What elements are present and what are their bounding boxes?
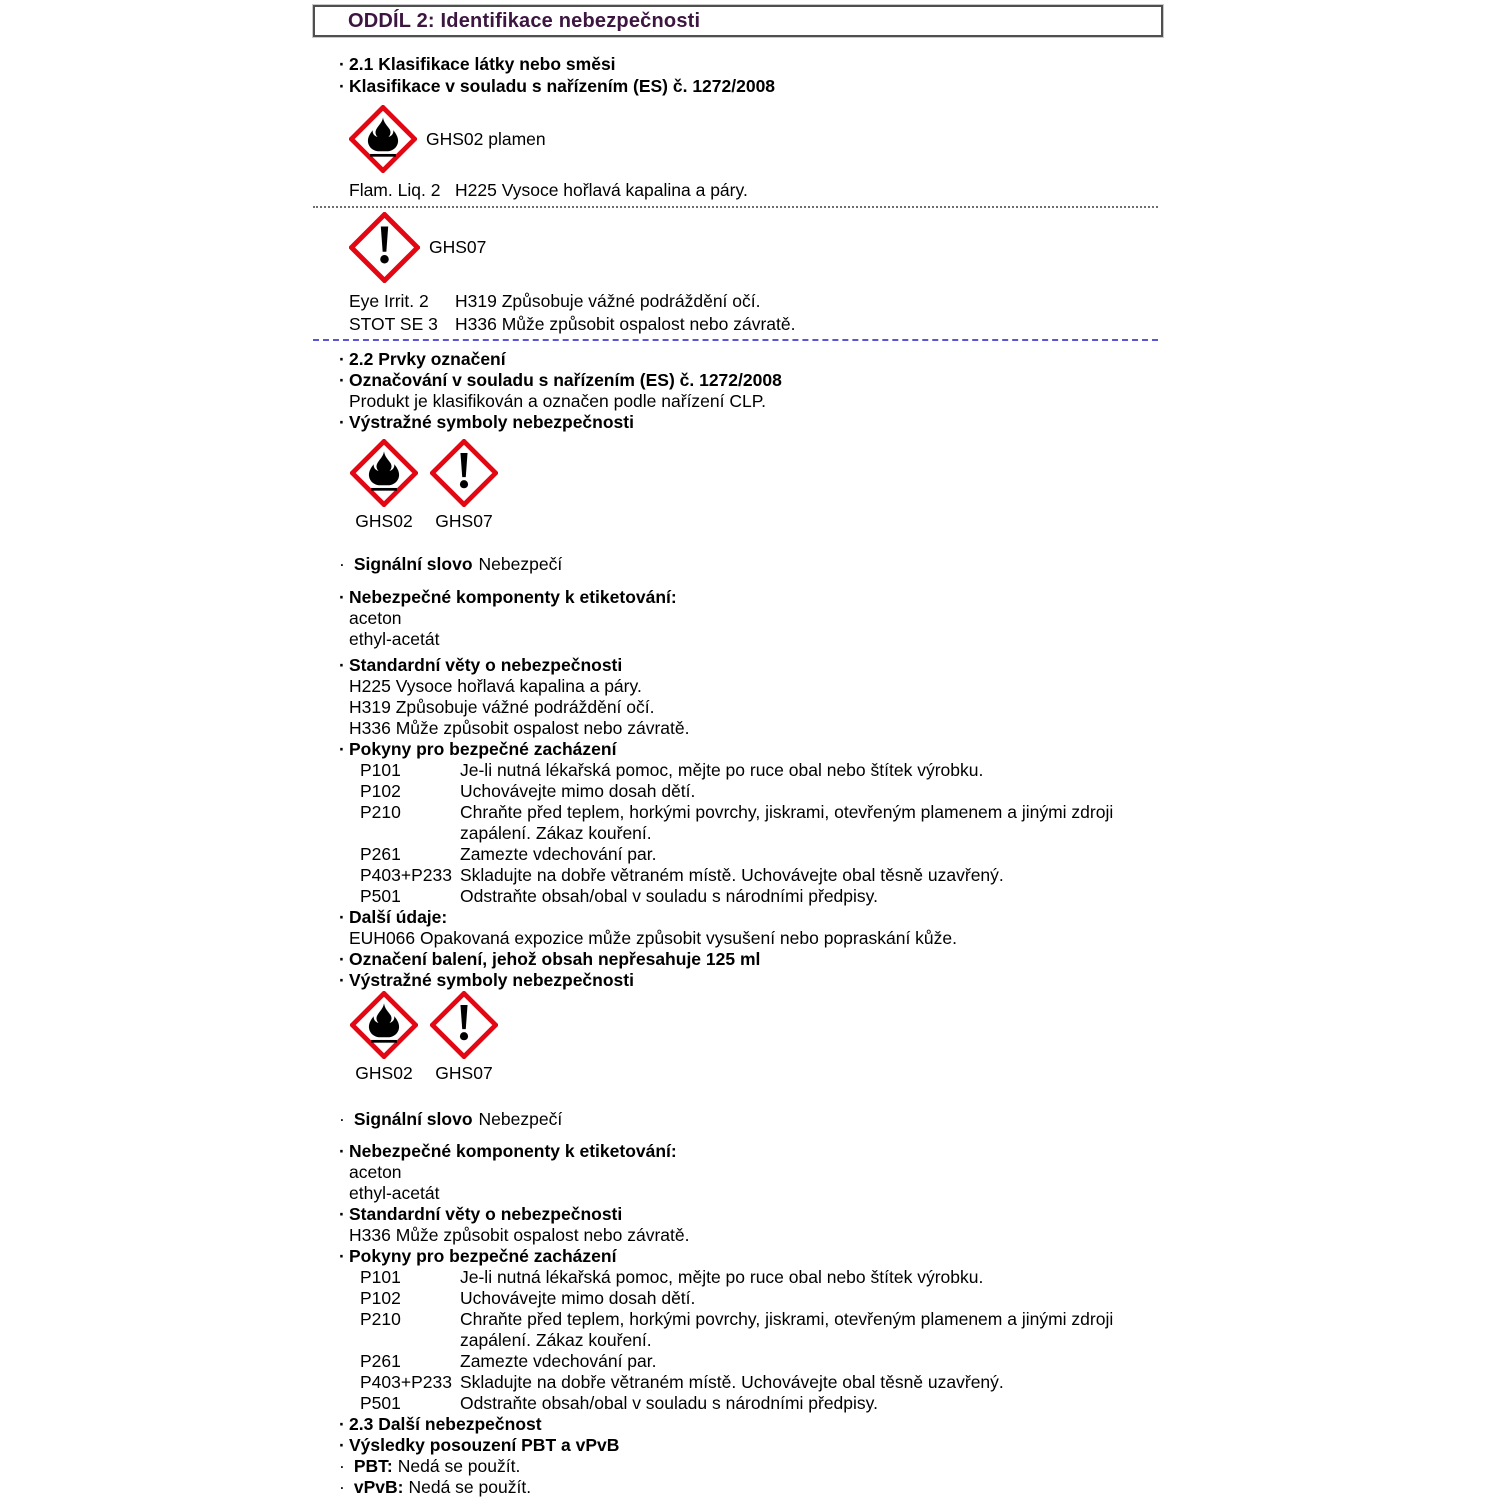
component-item: aceton — [349, 1162, 402, 1182]
signal-word-value: Nebezpečí — [478, 1109, 563, 1129]
hazard-class: Eye Irrit. 2 — [349, 291, 429, 311]
hazard-statement: H336 Může způsobit ospalost nebo závratě. — [349, 1225, 690, 1245]
eye-irrit-row — [339, 290, 1163, 313]
precaution-row — [339, 1288, 1163, 1309]
hazard-symbols-heading: · Výstražné symboly nebezpečnosti — [339, 412, 1163, 433]
flame-pictogram-icon — [350, 439, 418, 507]
precaution-row — [339, 802, 1163, 844]
signal-word-label: Signální slovo — [353, 1109, 473, 1129]
p-text: Zamezte vdechování par. — [460, 1351, 657, 1371]
dotted-separator — [313, 206, 1158, 208]
hazard-pictograms — [349, 991, 1163, 1084]
ghs07-label: GHS07 — [435, 1063, 493, 1083]
signal-word-label: Signální slovo — [353, 554, 473, 574]
p-text: Je-li nutná lékařská pomoc, mějte po ruce obal nebo štítek výrobku. — [460, 1267, 984, 1287]
p-text: Uchovávejte mimo dosah dětí. — [460, 1288, 696, 1308]
precautions-heading: · Pokyny pro bezpečné zacházení — [339, 739, 1163, 760]
ghs07-label: GHS07 — [429, 237, 487, 257]
p-code: P501 — [360, 886, 401, 906]
section-2-title: ODDÍL 2: Identifikace nebezpečnosti — [348, 9, 701, 32]
precaution-row — [339, 1393, 1163, 1414]
ghs07-figure — [429, 991, 499, 1084]
dashed-separator — [313, 339, 1158, 341]
section-2-content — [339, 5, 1163, 1498]
ghs02-figure — [349, 991, 419, 1084]
exclamation-pictogram-icon — [349, 212, 420, 283]
hazard-class: STOT SE 3 — [349, 314, 438, 334]
heading-clp-classification: · Klasifikace v souladu s nařízením (ES) č. 1272/2008 — [339, 75, 1163, 97]
heading-2-2: · 2.2 Prvky označení — [339, 349, 1163, 370]
flame-pictogram-icon — [350, 991, 418, 1059]
additional-heading: · Další údaje: — [339, 907, 1163, 928]
p-code: P101 — [360, 760, 401, 780]
p-text: Zamezte vdechování par. — [460, 844, 657, 864]
p-text: Uchovávejte mimo dosah dětí. — [460, 781, 696, 801]
signal-word-line — [339, 1109, 1163, 1130]
p-code: P501 — [360, 1393, 401, 1413]
ghs07-pictogram-row — [349, 212, 1163, 283]
precaution-row — [339, 1351, 1163, 1372]
hazard-symbols-heading: · Výstražné symboly nebezpečnosti — [339, 970, 1163, 991]
hazard-statement: H336 Může způsobit ospalost nebo závratě. — [349, 718, 690, 738]
vpvb-line — [339, 1477, 1163, 1498]
p-text: Skladujte na dobře větraném místě. Uchovávejte obal těsně uzavřený. — [460, 1372, 1004, 1392]
euh-statement: EUH066 Opakovaná expozice může způsobit vysušení nebo popraskání kůže. — [349, 928, 957, 948]
p-code: P210 — [360, 802, 401, 822]
stot-row — [339, 313, 1163, 336]
component-item: ethyl-acetát — [349, 629, 440, 649]
precaution-row — [339, 886, 1163, 907]
p-text: Chraňte před teplem, horkými povrchy, jiskrami, otevřeným plamenem a jinými zdroji zapálení. Zákaz kouření. — [460, 802, 1114, 843]
hazard-statements-heading: · Standardní věty o nebezpečnosti — [339, 1204, 1163, 1225]
precaution-row — [339, 1267, 1163, 1288]
p-text: Chraňte před teplem, horkými povrchy, jiskrami, otevřeným plamenem a jinými zdroji zapálení. Zákaz kouření. — [460, 1309, 1114, 1350]
hazard-class: Flam. Liq. 2 — [349, 180, 441, 200]
precaution-row — [339, 1372, 1163, 1393]
p-text: Je-li nutná lékařská pomoc, mějte po ruce obal nebo štítek výrobku. — [460, 760, 984, 780]
signal-word-line — [339, 554, 1163, 575]
hazard-statements-heading: · Standardní věty o nebezpečnosti — [339, 655, 1163, 676]
p-code: P101 — [360, 1267, 401, 1287]
precaution-row — [339, 844, 1163, 865]
exclamation-pictogram-icon — [430, 991, 498, 1059]
ghs02-figure — [349, 439, 419, 532]
exclamation-pictogram-icon — [430, 439, 498, 507]
p-code: P210 — [360, 1309, 401, 1329]
ghs07-label: GHS07 — [435, 511, 493, 531]
p-code: P261 — [360, 1351, 401, 1371]
heading-clp-labelling: · Označování v souladu s nařízením (ES) č. 1272/2008 — [339, 370, 1163, 391]
component-item: aceton — [349, 608, 402, 628]
p-code: P102 — [360, 1288, 401, 1308]
ghs02-plamen-label: GHS02 plamen — [426, 128, 546, 149]
hazard-pictograms — [349, 439, 1163, 532]
p-code: P102 — [360, 781, 401, 801]
ghs02-label: GHS02 — [355, 511, 413, 531]
hazard-statement: H319 Způsobuje vážné podráždění očí. — [455, 291, 761, 311]
signal-word-value: Nebezpečí — [478, 554, 563, 574]
small-package-heading: · Označení balení, jehož obsah nepřesahuje 125 ml — [339, 949, 1163, 970]
p-code: P403+P233 — [360, 865, 452, 885]
flam-liq-row — [339, 180, 1163, 201]
pbt-label: PBT: — [353, 1456, 393, 1476]
section-2-header-box — [313, 5, 1163, 37]
hazard-statement: H319 Způsobuje vážné podráždění očí. — [349, 697, 655, 717]
precaution-row — [339, 1309, 1163, 1351]
components-heading: · Nebezpečné komponenty k etiketování: — [339, 1141, 1163, 1162]
pbt-value: Nedá se použít. — [397, 1456, 521, 1476]
precautions-heading: · Pokyny pro bezpečné zacházení — [339, 1246, 1163, 1267]
hazard-statement: H225 Vysoce hořlavá kapalina a páry. — [349, 676, 642, 696]
components-heading: · Nebezpečné komponenty k etiketování: — [339, 587, 1163, 608]
ghs07-figure — [429, 439, 499, 532]
heading-2-3: · 2.3 Další nebezpečnost — [339, 1414, 1163, 1435]
flame-pictogram-icon — [349, 105, 417, 173]
pbt-line — [339, 1456, 1163, 1477]
clp-note: Produkt je klasifikován a označen podle nařízení CLP. — [349, 391, 767, 411]
p-text: Odstraňte obsah/obal v souladu s národními předpisy. — [460, 1393, 878, 1413]
precaution-row — [339, 760, 1163, 781]
pbt-results-heading: · Výsledky posouzení PBT a vPvB — [339, 1435, 1163, 1456]
hazard-statement: H225 Vysoce hořlavá kapalina a páry. — [455, 180, 748, 200]
heading-2-1: · 2.1 Klasifikace látky nebo směsi — [339, 53, 1163, 75]
vpvb-value: Nedá se použít. — [408, 1477, 532, 1497]
precaution-row — [339, 865, 1163, 886]
vpvb-label: vPvB: — [353, 1477, 404, 1497]
component-item: ethyl-acetát — [349, 1183, 440, 1203]
precaution-row — [339, 781, 1163, 802]
ghs02-pictogram-row — [349, 105, 1163, 173]
p-text: Skladujte na dobře větraném místě. Uchovávejte obal těsně uzavřený. — [460, 865, 1004, 885]
p-code: P403+P233 — [360, 1372, 452, 1392]
hazard-statement: H336 Může způsobit ospalost nebo závratě. — [455, 314, 796, 334]
p-code: P261 — [360, 844, 401, 864]
ghs02-label: GHS02 — [355, 1063, 413, 1083]
p-text: Odstraňte obsah/obal v souladu s národními předpisy. — [460, 886, 878, 906]
